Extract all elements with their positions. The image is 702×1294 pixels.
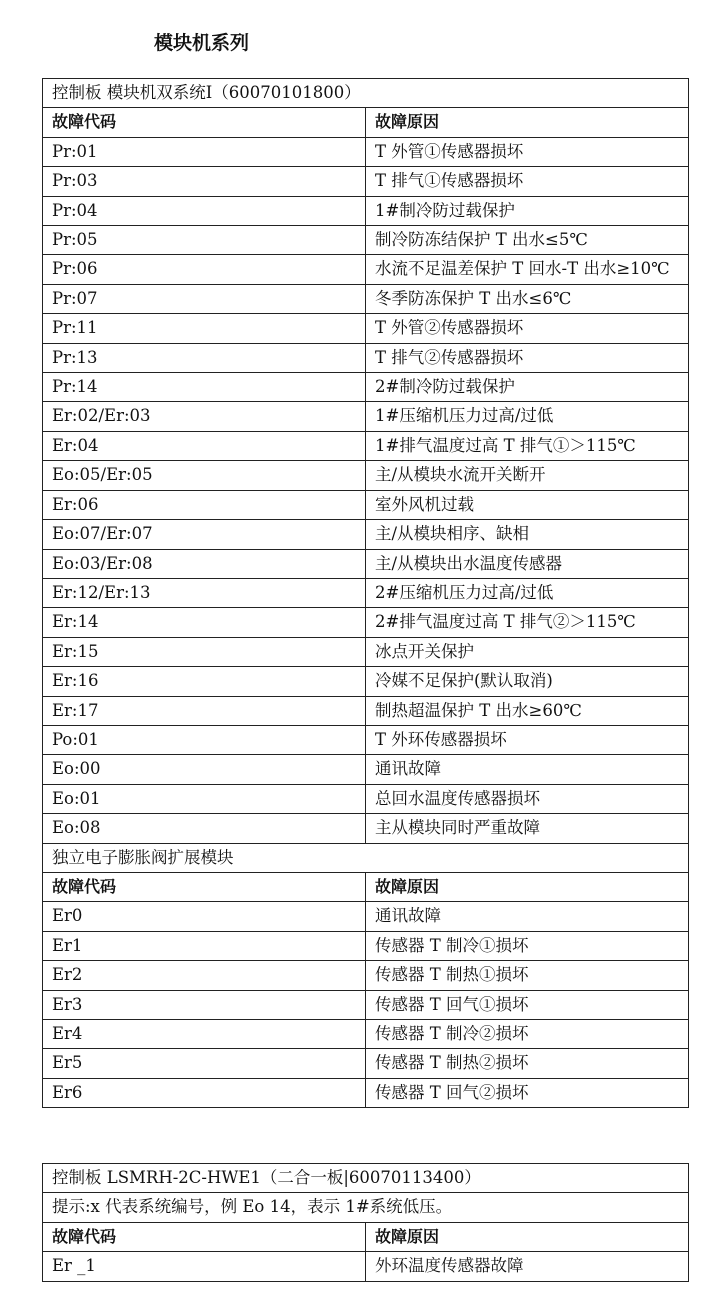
table-caption: 控制板 模块机双系统Ⅰ（60070101800） [43, 79, 689, 108]
fault-reason-cell: T 排气②传感器损坏 [366, 343, 689, 372]
table-row [43, 402, 689, 431]
fault-reason-cell: 2#制冷防过载保护 [366, 373, 689, 402]
table-note-row [43, 1193, 689, 1222]
fault-reason-cell: 1#制冷防过载保护 [366, 196, 689, 225]
fault-reason-cell: 1#压缩机压力过高/过低 [366, 402, 689, 431]
fault-code-cell: Er:16 [43, 667, 366, 696]
table-row [43, 255, 689, 284]
fault-reason-cell: 制热超温保护 T 出水≥60℃ [366, 696, 689, 725]
fault-code-cell: Pr:05 [43, 226, 366, 255]
fault-code-cell: Pr:06 [43, 255, 366, 284]
table-row [43, 1049, 689, 1078]
fault-reason-cell: 2#排气温度过高 T 排气②＞115℃ [366, 608, 689, 637]
fault-reason-cell: T 排气①传感器损坏 [366, 167, 689, 196]
fault-code-cell: Er0 [43, 902, 366, 931]
table-row [43, 284, 689, 313]
fault-code-cell: Pr:07 [43, 284, 366, 313]
fault-code-cell: Er1 [43, 931, 366, 960]
table-row [43, 696, 689, 725]
table-row [43, 196, 689, 225]
fault-code-cell: Er:14 [43, 608, 366, 637]
fault-reason-cell: 主从模块同时严重故障 [366, 814, 689, 843]
table-row [43, 608, 689, 637]
table-note: 提示:x 代表系统编号，例 Eo 14，表示 1#系统低压。 [43, 1193, 689, 1222]
fault-code-cell: Er6 [43, 1078, 366, 1107]
fault-code-cell: Er:15 [43, 637, 366, 666]
fault-code-cell: Pr:01 [43, 137, 366, 166]
table-row [43, 725, 689, 754]
table-row [43, 137, 689, 166]
fault-code-cell: Er3 [43, 990, 366, 1019]
table-caption-row [43, 1164, 689, 1193]
fault-reason-cell: 主/从模块出水温度传感器 [366, 549, 689, 578]
fault-reason-cell: 通讯故障 [366, 902, 689, 931]
fault-code-cell: Eo:05/Er:05 [43, 461, 366, 490]
fault-code-cell: Eo:01 [43, 784, 366, 813]
page-title: 模块机系列 [154, 32, 250, 54]
fault-code-cell: Pr:11 [43, 314, 366, 343]
fault-reason-cell: 通讯故障 [366, 755, 689, 784]
fault-reason-cell: 2#压缩机压力过高/过低 [366, 578, 689, 607]
fault-reason-cell: 传感器 T 回气②损坏 [366, 1078, 689, 1107]
table-caption: 控制板 LSMRH-2C-HWE1（二合一板|60070113400） [43, 1164, 689, 1193]
table-row [43, 167, 689, 196]
fault-reason-cell: 1#排气温度过高 T 排气①＞115℃ [366, 431, 689, 460]
fault-reason-cell: 传感器 T 制冷②损坏 [366, 1020, 689, 1049]
fault-reason-cell: T 外管②传感器损坏 [366, 314, 689, 343]
table-row [43, 961, 689, 990]
table-row [43, 755, 689, 784]
table-header-row [43, 1222, 689, 1251]
fault-code-cell: Er:17 [43, 696, 366, 725]
table-row [43, 1020, 689, 1049]
fault-code-cell: Er5 [43, 1049, 366, 1078]
fault-reason-cell: T 外管①传感器损坏 [366, 137, 689, 166]
fault-reason-cell: 冷媒不足保护(默认取消) [366, 667, 689, 696]
fault-code-cell: Eo:08 [43, 814, 366, 843]
table-caption-row [43, 79, 689, 108]
fault-code-cell: Er4 [43, 1020, 366, 1049]
column-header-code: 故障代码 [43, 108, 366, 137]
table-row [43, 637, 689, 666]
fault-code-cell: Pr:14 [43, 373, 366, 402]
fault-code-cell: Eo:00 [43, 755, 366, 784]
fault-code-cell: Er:06 [43, 490, 366, 519]
fault-code-cell: Eo:03/Er:08 [43, 549, 366, 578]
fault-reason-cell: 冬季防冻保护 T 出水≤6℃ [366, 284, 689, 313]
fault-reason-cell: T 外环传感器损坏 [366, 725, 689, 754]
table-row [43, 549, 689, 578]
column-header-reason: 故障原因 [366, 108, 689, 137]
table-row [43, 814, 689, 843]
table-row [43, 902, 689, 931]
table-row [43, 373, 689, 402]
table-row [43, 1252, 689, 1281]
fault-code-cell: Pr:04 [43, 196, 366, 225]
table-header-row [43, 872, 689, 901]
column-header-code: 故障代码 [43, 872, 366, 901]
table-row [43, 226, 689, 255]
fault-reason-cell: 总回水温度传感器损坏 [366, 784, 689, 813]
table-row [43, 990, 689, 1019]
fault-code-cell: Er:12/Er:13 [43, 578, 366, 607]
fault-reason-cell: 传感器 T 回气①损坏 [366, 990, 689, 1019]
table-row [43, 1078, 689, 1107]
table-row [43, 578, 689, 607]
section-caption: 独立电子膨胀阀扩展模块 [43, 843, 689, 872]
fault-reason-cell: 制冷防冻结保护 T 出水≤5℃ [366, 226, 689, 255]
fault-reason-cell: 传感器 T 制冷①损坏 [366, 931, 689, 960]
fault-reason-cell: 传感器 T 制热①损坏 [366, 961, 689, 990]
fault-code-table-lsmrh [42, 1163, 689, 1282]
fault-reason-cell: 冰点开关保护 [366, 637, 689, 666]
fault-reason-cell: 传感器 T 制热②损坏 [366, 1049, 689, 1078]
column-header-reason: 故障原因 [366, 872, 689, 901]
fault-code-cell: Er:02/Er:03 [43, 402, 366, 431]
fault-code-cell: Er:04 [43, 431, 366, 460]
fault-reason-cell: 主/从模块水流开关断开 [366, 461, 689, 490]
fault-reason-cell: 水流不足温差保护 T 回水-T 出水≥10℃ [366, 255, 689, 284]
column-header-code: 故障代码 [43, 1222, 366, 1251]
table-row [43, 314, 689, 343]
table-row [43, 490, 689, 519]
table-row [43, 343, 689, 372]
fault-code-cell: Pr:03 [43, 167, 366, 196]
table-row [43, 784, 689, 813]
fault-reason-cell: 主/从模块相序、缺相 [366, 520, 689, 549]
table-header-row [43, 108, 689, 137]
fault-code-cell: Eo:07/Er:07 [43, 520, 366, 549]
fault-reason-cell: 外环温度传感器故障 [366, 1252, 689, 1281]
table-row [43, 520, 689, 549]
fault-reason-cell: 室外风机过载 [366, 490, 689, 519]
section-caption-row [43, 843, 689, 872]
table-row [43, 431, 689, 460]
column-header-reason: 故障原因 [366, 1222, 689, 1251]
fault-code-cell: Pr:13 [43, 343, 366, 372]
table-row [43, 931, 689, 960]
table-row [43, 667, 689, 696]
fault-code-cell: Po:01 [43, 725, 366, 754]
fault-code-table-module-dual-system [42, 78, 689, 1108]
table-row [43, 461, 689, 490]
fault-code-cell: Er2 [43, 961, 366, 990]
fault-code-cell: Er _1 [43, 1252, 366, 1281]
